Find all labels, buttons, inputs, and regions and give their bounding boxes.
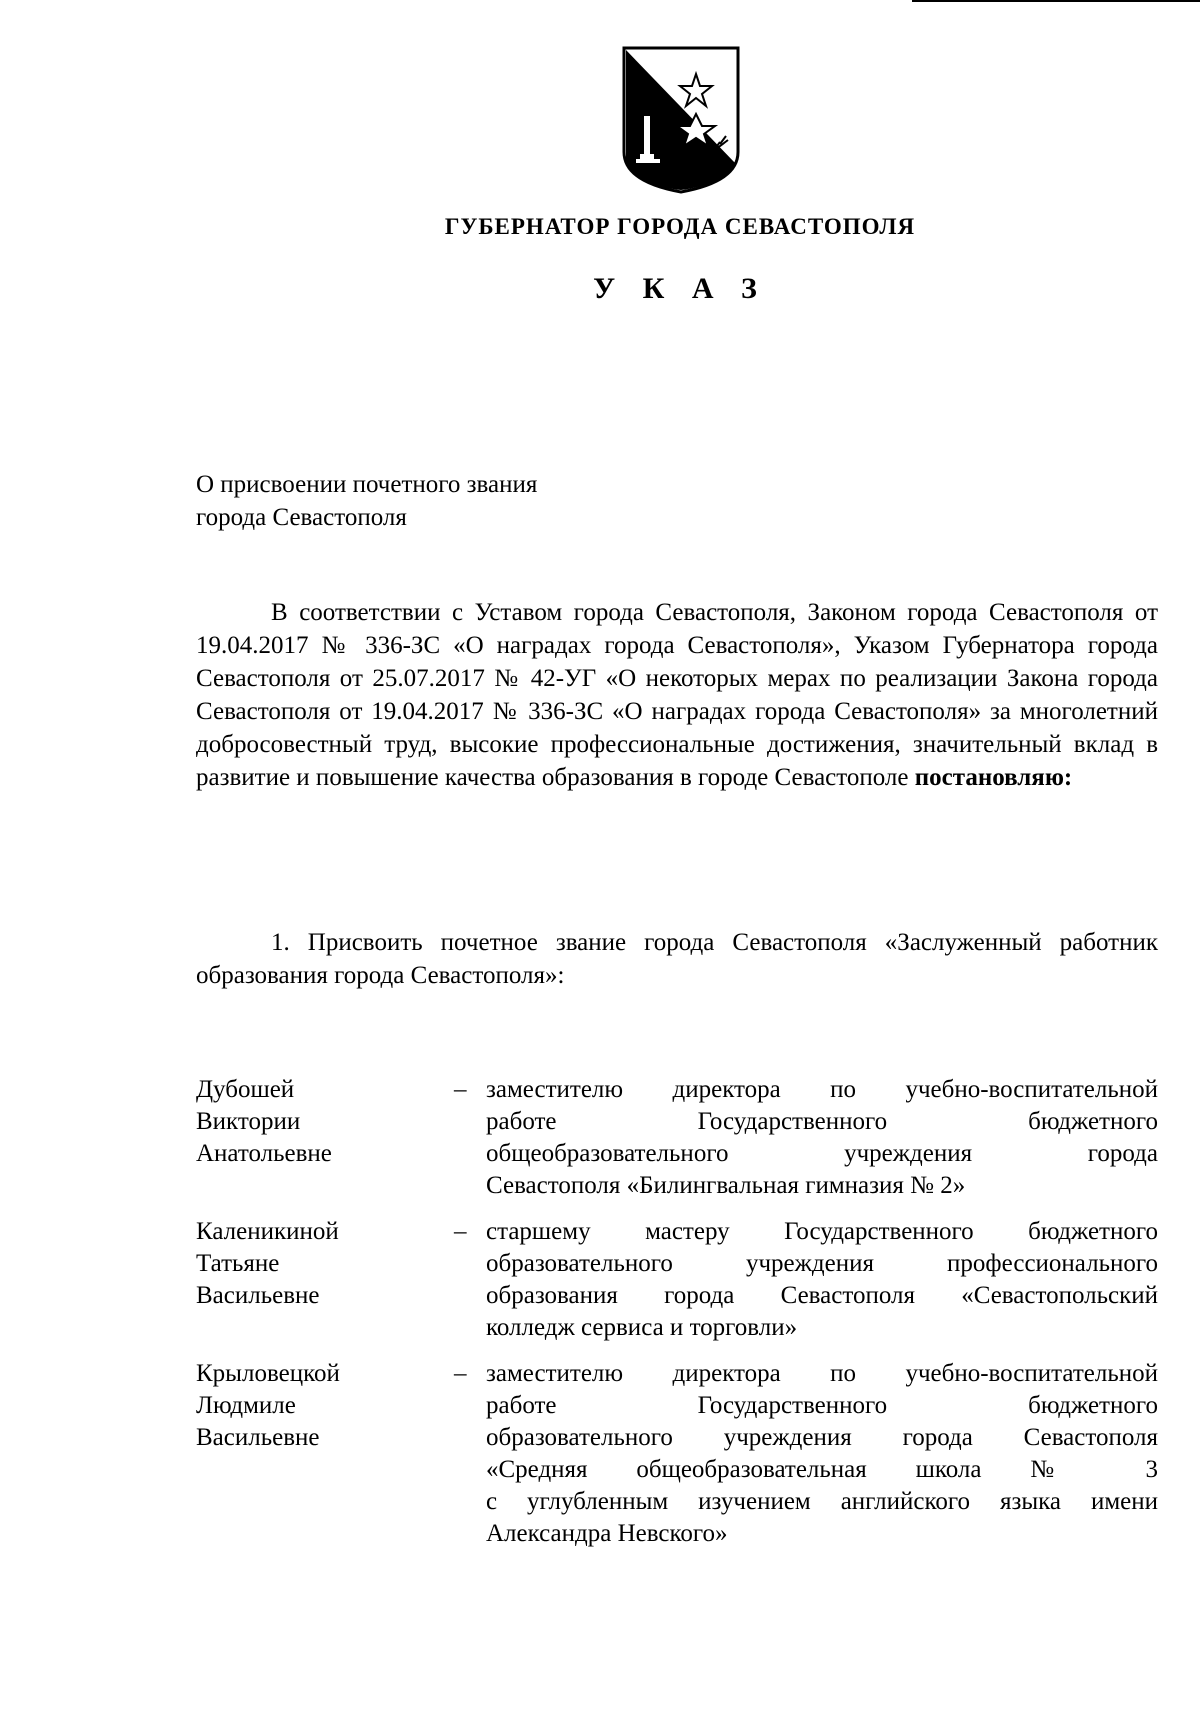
awardee-name: Крыловецкой Людмиле Васильевне — [196, 1360, 340, 1451]
awardee-description: заместителю директора по учебно-воспитательной работе Государственного бюджетного образовательного учреждения города Севастополя «Средняя общеобразовательная школа № 3 с углубленным изучением английского языка имени Александра Невского» — [486, 1360, 1158, 1547]
awardee-description: заместителю директора по учебно-воспитательной работе Государственного бюджетного общеобразовательного учреждения города Севастополя «Билингвальная гимназия № 2» — [486, 1076, 1158, 1199]
preamble-text: В соответствии с Уставом города Севастополя, Законом города Севастополя от 19.04.2017 № 336-ЗС «О наградах города Севастополя», Указом Губернатора города Севастополя от 25.07.2017 № 42-УГ «О некоторых мерах по реализации Закона города Севастополя от 19.04.2017 № 336-ЗС «О наградах города Севастополя» за многолетний добросовестный труд, высокие профессиональные достижения, значительный вклад в развитие и повышение качества образования в городе Севастополе — [196, 599, 1158, 791]
awardee-name: Дубошей Виктории Анатольевне — [196, 1076, 332, 1167]
awardee-description: старшему мастеру Государственного бюджетного образовательного учреждения профессионального образования города Севастополя «Севастопольский колледж сервиса и торговли» — [486, 1218, 1158, 1341]
document-type: У К А З — [593, 272, 767, 305]
subject-line-1: О присвоении почетного звания — [196, 471, 538, 498]
top-rule — [912, 0, 1200, 2]
document-subject — [196, 468, 537, 534]
sevastopol-coat-of-arms-icon — [616, 44, 746, 194]
awardee-dash: – — [454, 1218, 467, 1245]
awardee-name: Каленикиной Татьяне Васильевне — [196, 1218, 339, 1309]
preamble-paragraph — [196, 596, 1158, 794]
issuing-authority: ГУБЕРНАТОР ГОРОДА СЕВАСТОПОЛЯ — [444, 214, 916, 239]
awardee-dash: – — [454, 1076, 467, 1103]
awardee-dash: – — [454, 1360, 467, 1387]
subject-line-2: города Севастополя — [196, 504, 407, 531]
decree-word: постановляю: — [914, 764, 1073, 791]
clause-1: 1. Присвоить почетное звание города Севастополя «Заслуженный работник образования города Севастополя»: — [196, 929, 1158, 989]
